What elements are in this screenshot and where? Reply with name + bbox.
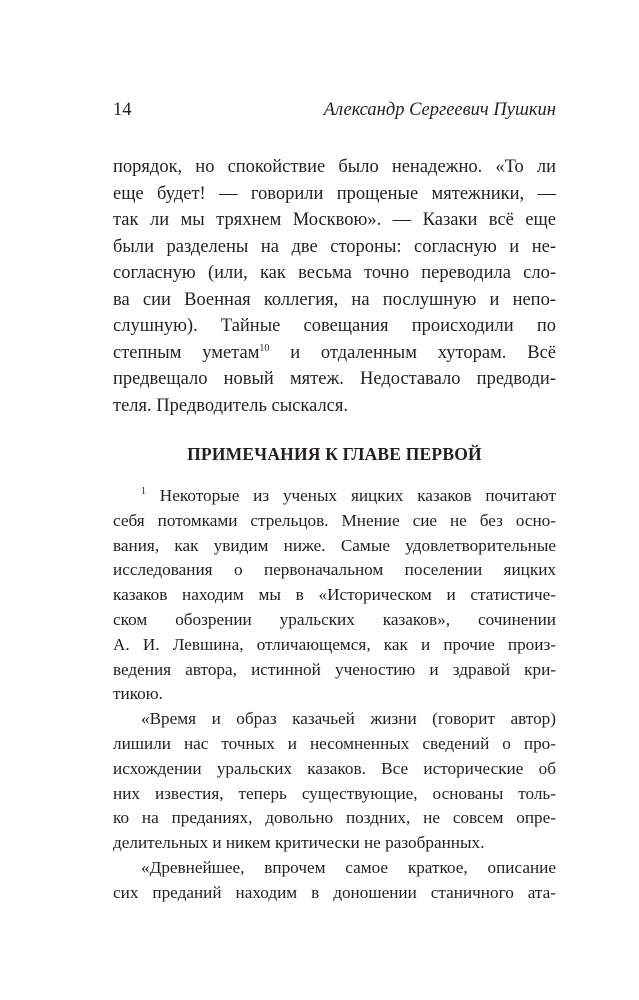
- text-line: слушную). Тайные совещания происходили по: [113, 316, 556, 336]
- text-line: [113, 340, 556, 367]
- note-line: вания, как увидим ниже. Самые удовлетворительные: [113, 535, 556, 555]
- main-text: [113, 154, 556, 419]
- running-title: Александр Сергеевич Пушкин: [323, 100, 556, 120]
- footnote-marker: 1: [141, 486, 146, 497]
- note-line: делительных и никем критически не разобранных.: [113, 833, 485, 853]
- notes-heading: ПРИМЕЧАНИЯ К ГЛАВЕ ПЕРВОЙ: [187, 444, 482, 464]
- note-line: казаков находим мы в «Историческом и статистиче-: [113, 585, 556, 605]
- text-line: были разделены на две стороны: согласную и не-: [113, 236, 556, 257]
- note-line: исхождении уральских казаков. Все исторические об: [113, 758, 556, 778]
- text-segment: и отдаленным хуторам. Всё: [269, 342, 556, 363]
- note-line: ведения автора, истинной ученостию и здравой кри-: [113, 659, 556, 679]
- note-line: себя потомками стрельцов. Мнение сие не без осно-: [113, 510, 556, 530]
- text-line: еще будет! — говорили прощеные мятежники, —: [113, 183, 556, 204]
- note-line: лишили нас точных и несомненных сведений о про-: [113, 733, 556, 753]
- text-segment: Некоторые из ученых яицких казаков почитают: [146, 486, 556, 505]
- notes-text: [113, 484, 556, 906]
- text-line: так ли мы тряхнем Москвою». — Казаки всё еще: [113, 210, 556, 230]
- footnote-marker: 10: [259, 342, 270, 354]
- text-line: согласную (или, как весьма точно переводила сло-: [113, 263, 556, 283]
- note-line: тикою.: [113, 684, 163, 704]
- note-line: «Время и образ казачьей жизни (говорит автор): [141, 709, 556, 729]
- note-line: А. И. Левшина, отличающемся, как и прочие произ-: [113, 634, 556, 654]
- note-line: ко на преданиях, довольно поздних, не совсем опре-: [113, 808, 556, 828]
- note-line: них известия, теперь существующие, основаны толь-: [113, 783, 556, 803]
- text-line: ва сии Военная коллегия, на послушную и непо-: [113, 289, 556, 310]
- page-number: 14: [113, 100, 132, 120]
- text-line: порядок, но спокойствие было ненадежно. «То ли: [113, 157, 556, 177]
- note-line: исследования о первоначальном поселении яицких: [113, 560, 556, 580]
- note-line: ском обозрении уральских казаков», сочинении: [113, 609, 556, 629]
- running-head: [113, 98, 556, 122]
- note-line: «Древнейшее, впрочем самое краткое, описание: [141, 857, 556, 877]
- note-line: [113, 484, 556, 509]
- note-line: сих преданий находим в доношении станичного ата-: [113, 882, 556, 902]
- text-segment: степным уметам: [113, 342, 260, 363]
- text-line: теля. Предводитель сыскался.: [113, 395, 349, 416]
- text-line: предвещало новый мятеж. Недоставало предводи-: [113, 369, 556, 389]
